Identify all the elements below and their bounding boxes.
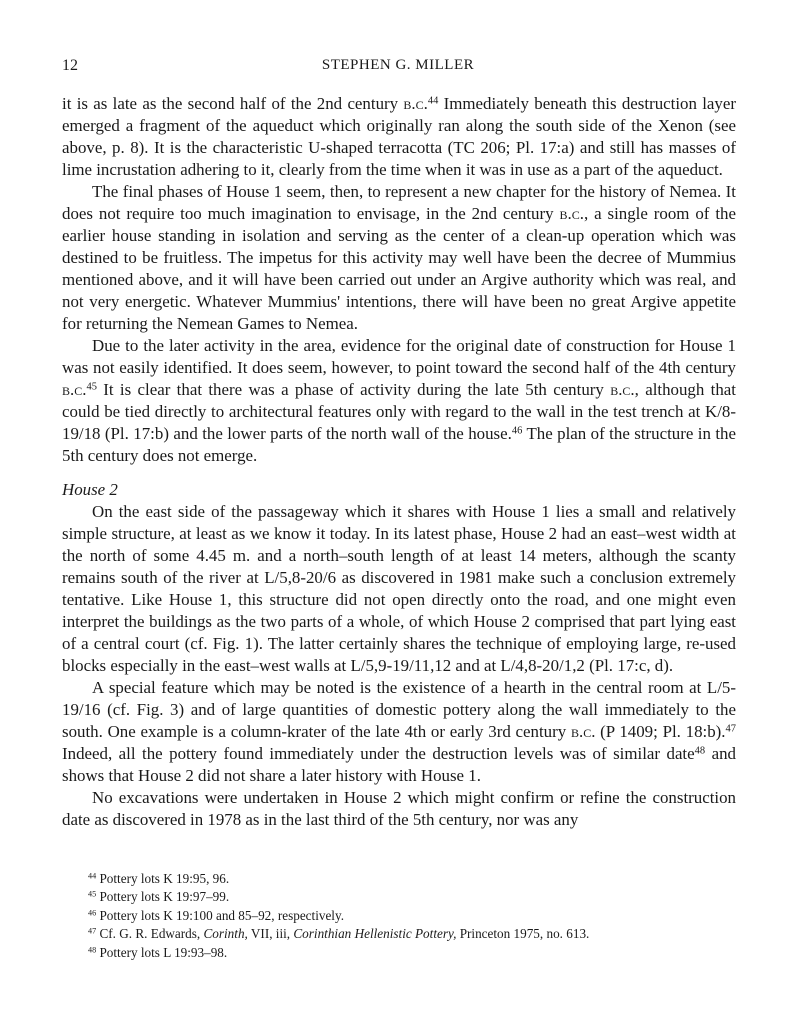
footnote-text: Pottery lots K 19:97–99.	[96, 889, 230, 905]
small-caps-text: b.c.	[559, 204, 584, 223]
text-run: , a single room of the earlier house standing in isolation and serving as the center of a clean-up operation which was destined to be fruitless. The impetus for this activity may well have been the decree of Mummius mentioned above, and it will have been carried out under an Argive authority which was real, and not very energetic. Whatever Mummius' intentions, there will have been no great Argive appetite for returning the Nemean Games to Nemea.	[62, 204, 736, 333]
footnote-italic: Corinthian Hellenistic Pottery,	[293, 926, 457, 942]
footnote-ref: 46	[511, 425, 523, 437]
text-run: it is as late as the second half of the 2nd century	[62, 94, 404, 113]
footnote	[88, 870, 728, 888]
footnote-text: Princeton 1975, no. 613.	[456, 926, 590, 942]
paragraph	[62, 181, 736, 335]
footnote-number: 46	[88, 908, 97, 918]
footnote-number: 45	[88, 889, 97, 899]
footnote-ref: 45	[86, 381, 97, 393]
footnote-text: Pottery lots K 19:100 and 85–92, respectively.	[96, 907, 345, 923]
footnote-number: 44	[88, 871, 97, 881]
footnote-ref: 47	[725, 723, 736, 735]
footnotes	[88, 870, 728, 962]
section-title: House 2	[62, 480, 118, 499]
footnote	[88, 925, 728, 943]
footnote-text: Pottery lots K 19:95, 96.	[96, 871, 230, 886]
running-head: STEPHEN G. MILLER	[321, 57, 475, 73]
text-run: The plan of the structure in the 5th century does not emerge.	[62, 424, 737, 465]
footnote-ref: 48	[694, 745, 706, 757]
text-run: A special feature which may be noted is the existence of a hearth in the central room at L/5-19/16 (cf. Fig. 3) and of large quantities of domestic pottery along the wall immediately to the south. One example is a column-krater of the late 4th or early 3rd century	[62, 678, 736, 741]
footnote-number: 47	[88, 926, 97, 936]
footnote	[88, 907, 728, 925]
body-text	[62, 93, 736, 831]
paragraph: No excavations were undertaken in House 2 which might confirm or refine the construction date as discovered in 1978 as in the last third of the 5th century, nor was any	[62, 788, 736, 829]
text-run: Due to the later activity in the area, evidence for the original date of construction for House 1 was not easily identified. It does seem, however, to point toward the second half of the 4th century	[62, 336, 736, 377]
footnote-number: 48	[88, 945, 97, 955]
footnote-italic: Corinth,	[203, 926, 248, 942]
footnote-ref: 44	[427, 95, 439, 107]
paragraph	[62, 335, 736, 467]
page-number: 12	[62, 57, 78, 74]
text-run: , although that could be tied directly to architectural features only with regard to the wall in the test trench at K/8-19/18 (Pl. 17:b) and the lower parts of the north wall of the house.	[62, 380, 736, 443]
paragraph	[62, 93, 736, 181]
footnote-text: Cf. G. R. Edwards,	[96, 926, 204, 942]
text-run: and shows that House 2 did not share a later history with House 1.	[62, 744, 736, 785]
small-caps-text: b.c.	[610, 380, 635, 399]
footnote-text: Pottery lots L 19:93–98.	[96, 944, 228, 960]
footnote	[88, 944, 728, 962]
footnote	[88, 888, 728, 906]
small-caps-text: b.c.	[62, 380, 87, 399]
footnote-text: VII, iii,	[247, 926, 294, 942]
text-run: It is clear that there was a phase of activity during the late 5th century	[96, 380, 611, 399]
small-caps-text: b.c.	[570, 722, 596, 741]
small-caps-text: b.c.	[403, 94, 428, 113]
paragraph: On the east side of the passageway which it shares with House 1 lies a small and relatively simple structure, at least as we know it today. In its latest phase, House 2 had an east–west width at the north of some 4.45 m. and a north–south length of at least 14 meters, although the scanty remains south of the river at L/5,8-20/6 as discovered in 1981 make such a conclusion extremely tentative. Like House 1, this structure did not open directly onto the road, and one might even interpret the buildings as the two parts of a whole, of which House 2 comprised that part lying east of a central court (cf. Fig. 1). The latter certainly shares the technique of employing large, re-used blocks especially in the east–west walls at L/5,9-19/11,12 and at L/4,8-20/1,2 (Pl. 17:c, d).	[62, 502, 736, 675]
paragraph	[62, 677, 736, 787]
text-run: The final phases of House 1 seem, then, to represent a new chapter for the history of Nemea. It does not require too much imagination to envisage, in the 2nd century	[62, 182, 736, 223]
text-run: (P 1409; Pl. 18:b).	[595, 722, 726, 741]
text-run: Immediately beneath this destruction layer emerged a fragment of the aqueduct which originally ran along the south side of the Xenon (see above, p. 8). It is the characteristic U-shaped terracotta (TC 206; Pl. 17:a) and still has masses of lime incrustation adhering to it, clearly from the time when it was in use as a part of the aqueduct.	[62, 94, 736, 179]
text-run: Indeed, all the pottery found immediately under the destruction levels was of similar date	[62, 744, 695, 763]
